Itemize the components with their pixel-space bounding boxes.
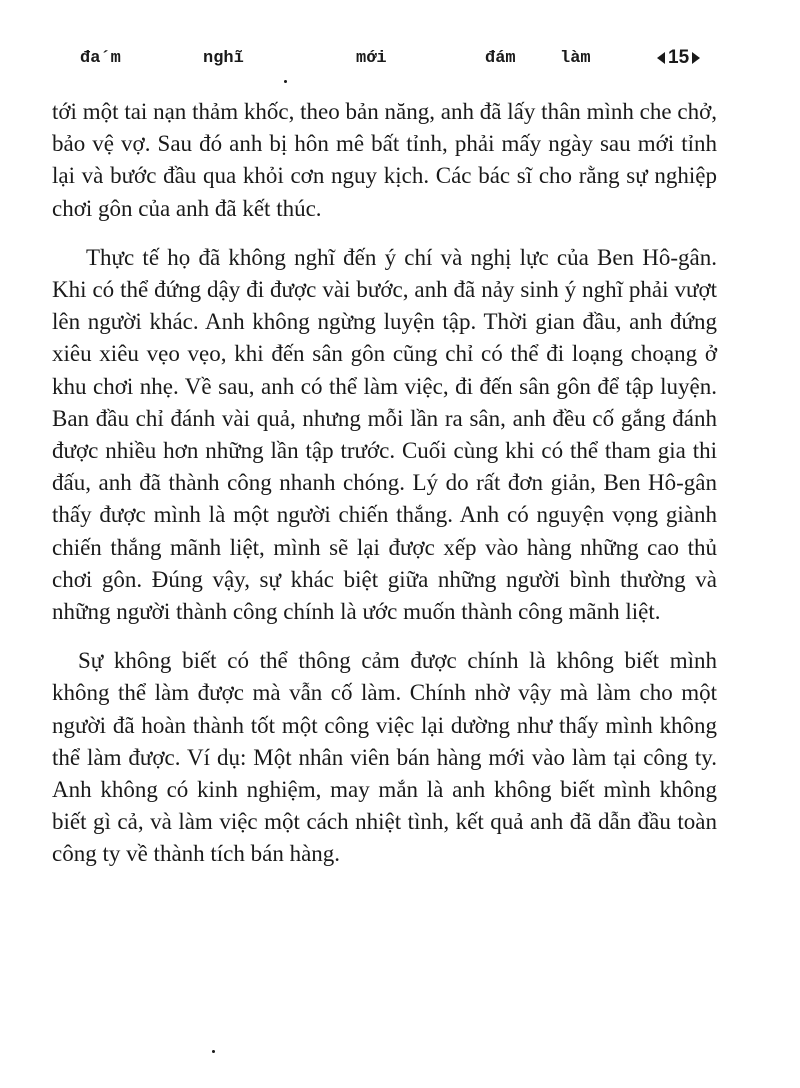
running-title-word: làm: [560, 48, 591, 68]
running-title-word: đám: [485, 48, 516, 68]
triangle-left-icon: [657, 52, 665, 64]
triangle-right-icon: [692, 52, 700, 64]
body-text: [52, 96, 717, 871]
ink-speck: [212, 1050, 215, 1053]
paragraph: Sự không biết có thể thông cảm được chính là không biết mình không thể làm được mà vẫn cố làm. Chính nhờ vậy mà làm cho một người đã hoàn thành tốt một công việc lại dường như thấy mình không thể làm được. Ví dụ: Một nhân viên bán hàng mới vào làm tại công ty. Anh không có kinh nghiệm, may mắn là anh không biết mình không biết gì cả, và làm việc một cách nhiệt tình, kết quả anh đã dẫn đầu toàn công ty về thành tích bán hàng.: [52, 648, 717, 867]
running-title-word: nghĩ: [203, 48, 244, 68]
running-header: [80, 44, 715, 72]
paragraph: Thực tế họ đã không nghĩ đến ý chí và nghị lực của Ben Hô-gân. Khi có thể đứng dậy đi được vài bước, anh đã nảy sinh ý nghĩ phải vượt lên người khác. Anh không ngừng luyện tập. Thời gian đầu, anh đứng xiêu xiêu vẹo vẹo, khi đến sân gôn cũng chỉ có thể đi loạng choạng ở khu chơi nhẹ. Về sau, anh có thể làm việc, đi đến sân gôn để tập luyện. Ban đầu chỉ đánh vài quả, nhưng mỗi lần ra sân, anh đều cố gắng đánh được nhiều hơn những lần tập trước. Cuối cùng khi có thể tham gia thi đấu, anh đã thành công nhanh chóng. Lý do rất đơn giản, Ben Hô-gân thấy được mình là một người chiến thắng. Anh có nguyện vọng giành chiến thắng mãnh liệt, mình sẽ lại được xếp vào hàng những cao thủ chơi gôn. Đúng vậy, sự khác biệt giữa những người bình thường và những người thành công chính là ước muốn thành công mãnh liệt.: [52, 244, 717, 625]
running-title-word: mới: [356, 48, 387, 68]
paragraph: tới một tai nạn thảm khốc, theo bản năng, anh đã lấy thân mình che chở, bảo vệ vợ. Sau đó anh bị hôn mê bất tỉnh, phải mấy ngày sau mới tỉnh lại và bước đầu qua khỏi cơn nguy kịch. Các bác sĩ cho rằng sự nghiệp chơi gôn của anh đã kết thúc.: [52, 99, 717, 221]
page-number: 15: [668, 47, 690, 68]
page-number-group: [657, 44, 700, 72]
running-title-word: đa´m: [80, 48, 121, 68]
ink-speck: [284, 80, 287, 83]
